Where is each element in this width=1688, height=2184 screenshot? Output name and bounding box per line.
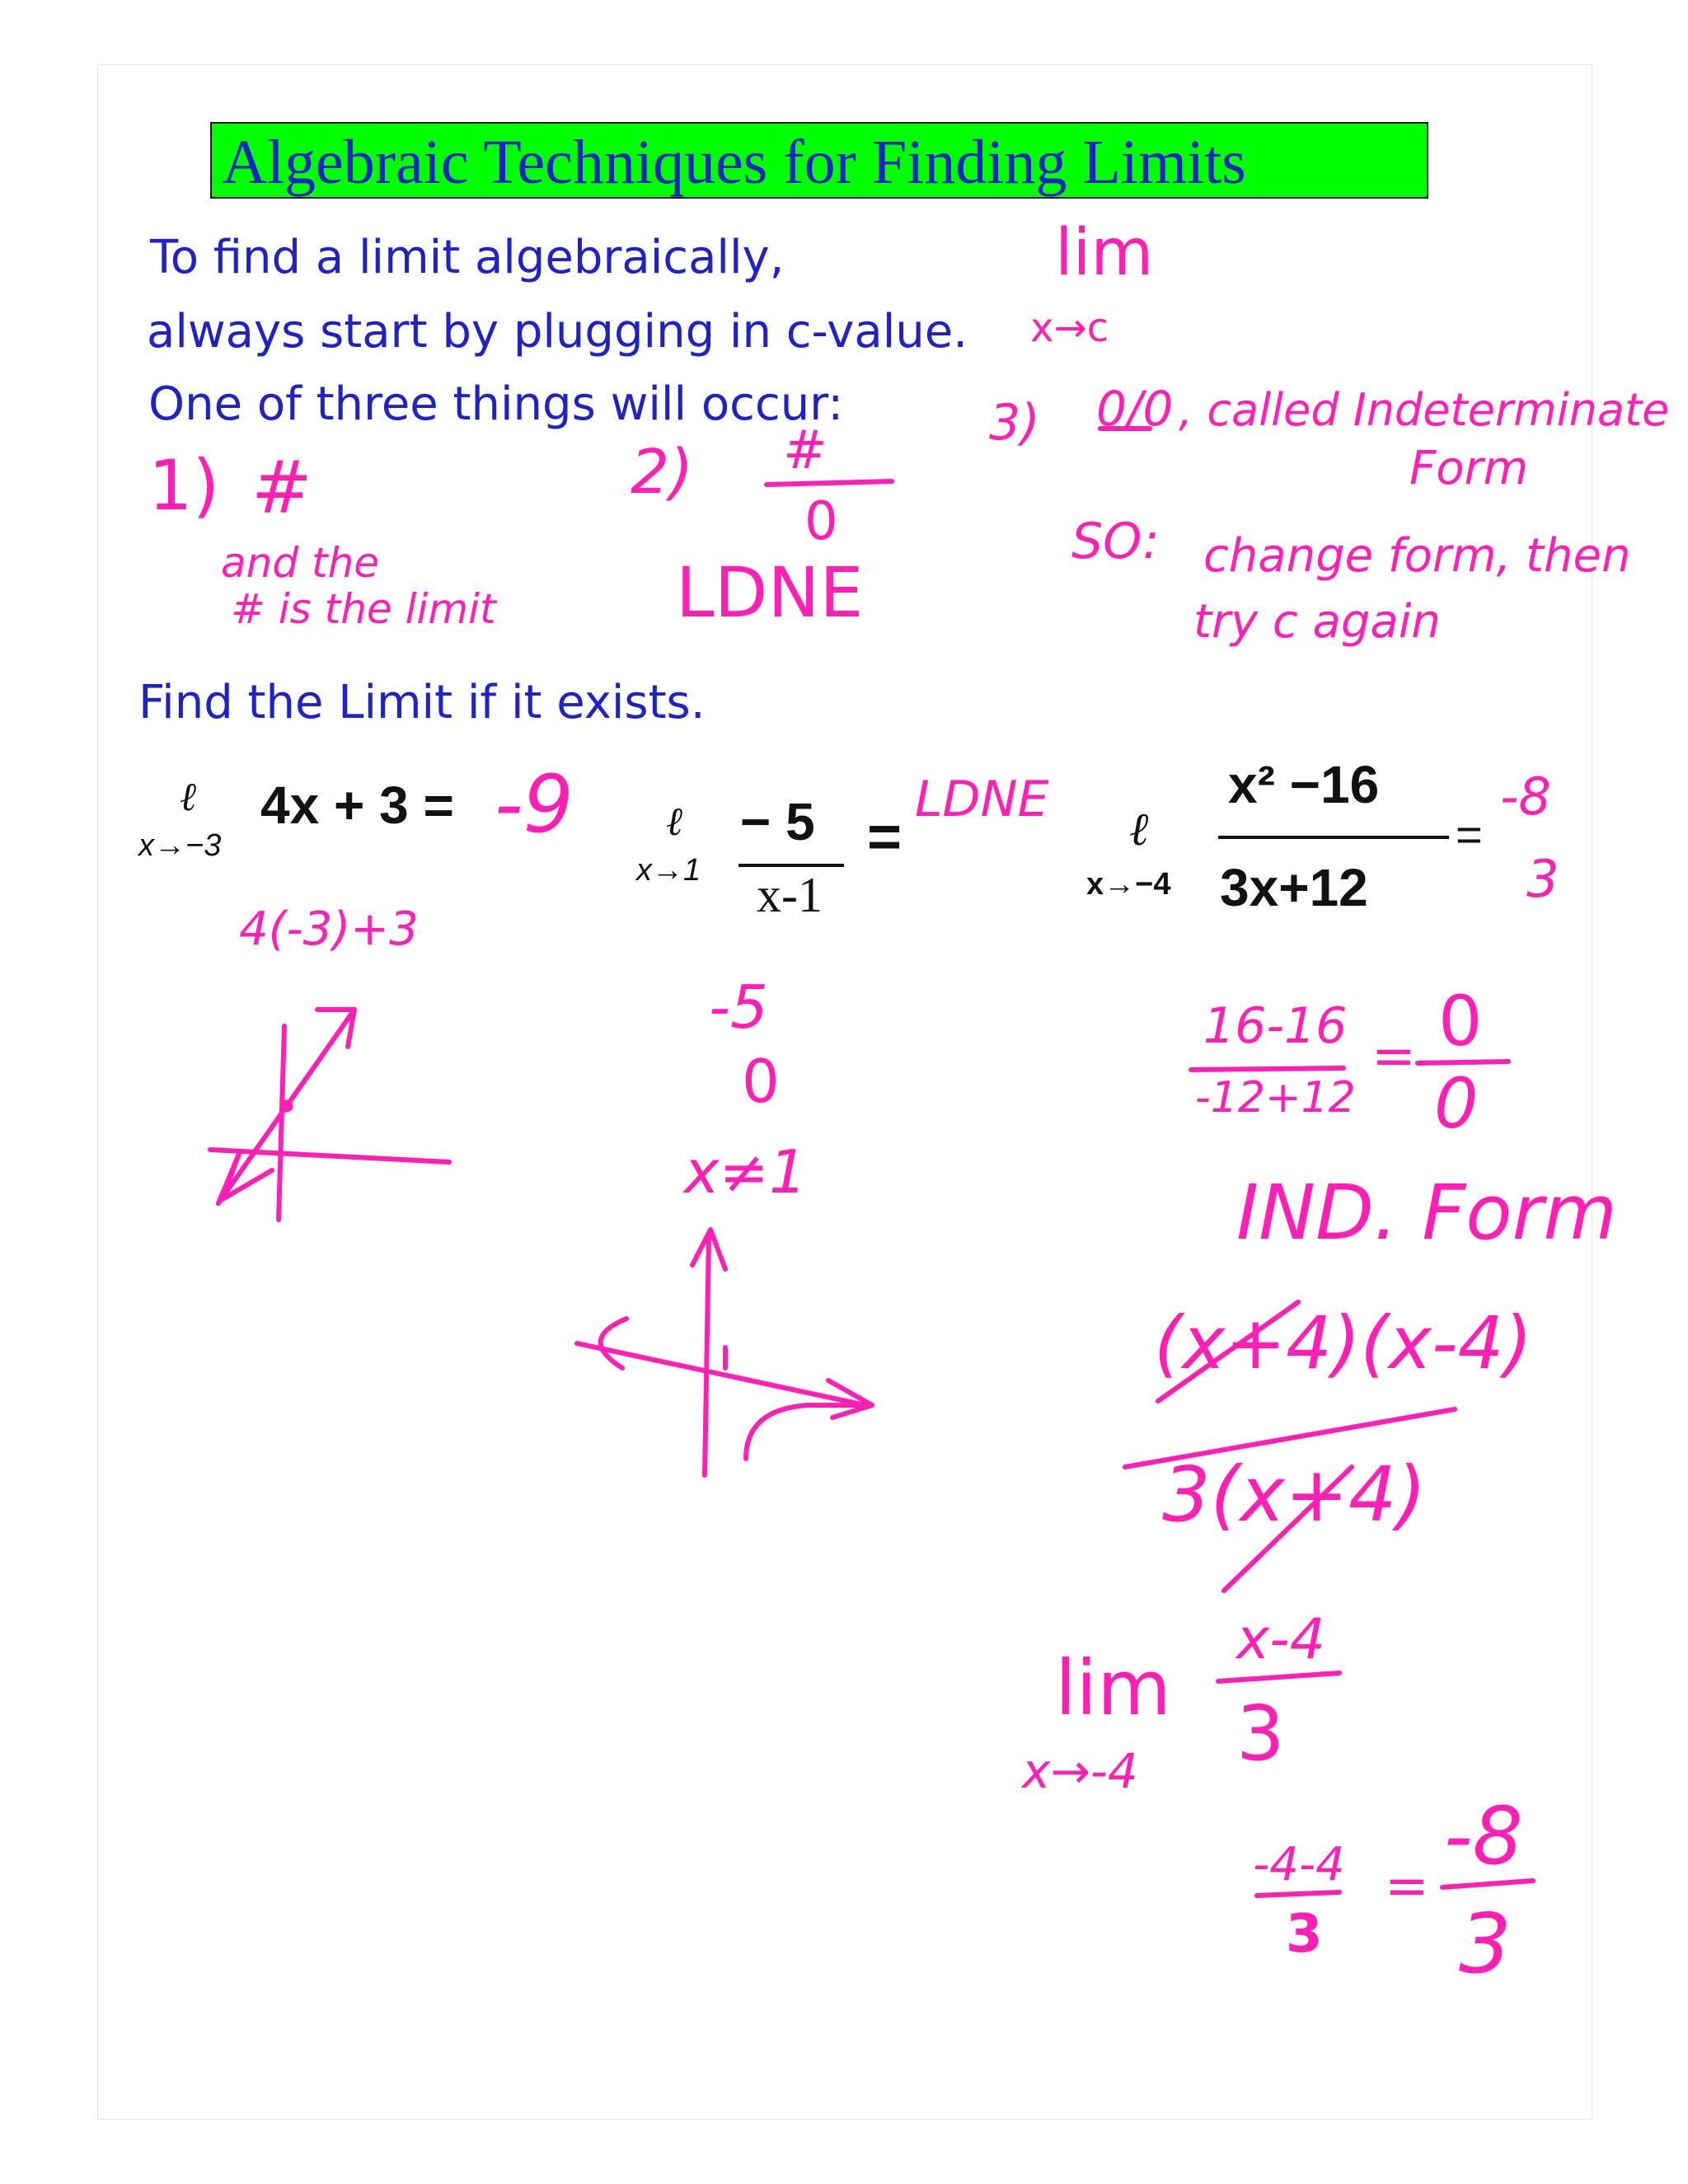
p2-work-den: 0 — [742, 1047, 780, 1116]
intro-line-3: One of three things will occur: — [148, 377, 844, 431]
p1-work: 4(-3)+3 — [239, 902, 419, 956]
p3-approach: x→−4 — [1086, 867, 1171, 902]
case1-number: 1) — [148, 445, 220, 526]
intro-line-1: To find a limit algebraically, — [150, 231, 785, 284]
p3-ind-form: IND. Form — [1236, 1169, 1617, 1257]
case3-note-form: Form — [1409, 442, 1529, 495]
p3-final-res-den: 3 — [1459, 1896, 1512, 1992]
p3-final-eq: = — [1385, 1856, 1429, 1917]
p2-approach: x→1 — [636, 853, 701, 888]
page — [97, 64, 1592, 2120]
section-heading: Find the Limit if it exists. — [138, 676, 706, 729]
p3-answer-den: 3 — [1526, 849, 1559, 909]
p3-final-res-num: -8 — [1444, 1790, 1523, 1882]
p3-work1-eq: = — [1372, 1026, 1416, 1087]
p3-denominator: 3x+12 — [1220, 858, 1368, 917]
p2-equals: = — [867, 804, 903, 870]
case2-numerator: # — [783, 420, 828, 481]
p3-numerator: x² −16 — [1228, 755, 1380, 814]
p3-simplified-den: 3 — [1236, 1690, 1285, 1778]
page-title: Algebraic Techniques for Finding Limits — [222, 128, 1246, 197]
case2-number: 2) — [631, 437, 693, 508]
case1-note-a: and the — [221, 539, 380, 587]
case3-number: 3) — [989, 394, 1040, 452]
p3-final-num: -4-4 — [1253, 1838, 1345, 1891]
p3-work1-den: -12+12 — [1195, 1073, 1356, 1122]
case1-note-b: # is the limit — [231, 585, 496, 633]
p1-lim-symbol: ℓ — [180, 776, 196, 819]
p1-expression: 4x + 3 = — [260, 776, 454, 835]
so-note-2: try c again — [1193, 595, 1441, 649]
p2-numerator: − 5 — [740, 792, 815, 851]
p3-simplified-num: x-4 — [1236, 1607, 1326, 1672]
case2-answer: LDNE — [676, 552, 864, 633]
p2-lim-symbol: ℓ — [666, 800, 682, 844]
p3-factored-den: 3(x+4) — [1162, 1451, 1427, 1539]
case3-fraction: 0/0 — [1096, 381, 1174, 437]
so-note-1: change form, then — [1203, 529, 1631, 583]
p3-simplified-lim: lim — [1055, 1644, 1171, 1732]
p3-equals: = — [1456, 808, 1483, 860]
lim-annotation: lim — [1055, 216, 1154, 290]
p3-lim-symbol: ℓ — [1129, 804, 1149, 855]
p2-work-num: -5 — [709, 972, 768, 1042]
intro-line-2: always start by plugging in c-value. — [147, 305, 968, 359]
p1-approach: x→−3 — [138, 828, 222, 863]
p3-work1-res-den: 0 — [1434, 1063, 1479, 1144]
lim-sub-annotation: x→c — [1030, 305, 1109, 351]
p3-fraction-bar — [1218, 836, 1449, 839]
case3-note: , called Indeterminate — [1179, 384, 1670, 436]
p2-denominator: x-1 — [757, 868, 823, 922]
p2-restriction: x≠1 — [684, 1137, 807, 1207]
so-label: SO: — [1071, 513, 1160, 570]
case2-denominator: 0 — [804, 491, 838, 552]
case1-symbol: # — [251, 445, 312, 530]
p3-work1-res-num: 0 — [1438, 981, 1483, 1062]
p3-final-den: 3 — [1286, 1904, 1323, 1965]
p2-answer: LDNE — [915, 771, 1049, 828]
p3-simplified-approach: x→-4 — [1022, 1743, 1138, 1799]
p3-answer-num: -8 — [1500, 766, 1551, 827]
p1-answer: -9 — [495, 758, 574, 851]
title-banner — [210, 122, 1428, 199]
p3-factored-num: (x+4)(x-4) — [1154, 1301, 1532, 1385]
p3-work1-num: 16-16 — [1203, 997, 1348, 1055]
